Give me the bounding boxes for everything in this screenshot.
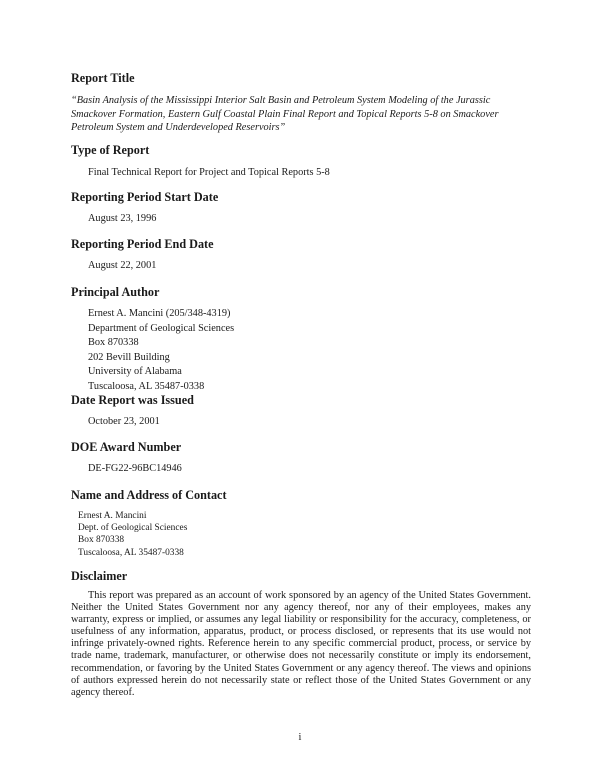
disclaimer-heading: Disclaimer: [71, 569, 128, 583]
author-line: Tuscaloosa, AL 35487-0338: [88, 380, 205, 392]
award-number-value: DE-FG22-96BC14946: [88, 463, 182, 474]
contact-line: Dept. of Geological Sciences: [78, 523, 188, 534]
date-issued-heading: Date Report was Issued: [71, 393, 194, 407]
contact-line: Tuscaloosa, AL 35487-0338: [78, 547, 184, 558]
contact-address: [78, 510, 187, 559]
start-date-heading: Reporting Period Start Date: [71, 190, 219, 204]
contact-line: Ernest A. Mancini: [78, 511, 147, 521]
author-line: 202 Bevill Building: [88, 351, 170, 363]
principal-author-heading: Principal Author: [71, 285, 160, 299]
start-date-value: August 23, 1996: [88, 213, 157, 224]
contact-heading: Name and Address of Contact: [71, 488, 227, 502]
author-line: Department of Geological Sciences: [88, 322, 235, 334]
report-title-heading: Report Title: [71, 71, 135, 85]
principal-author-address: [88, 307, 234, 395]
end-date-heading: Reporting Period End Date: [71, 237, 214, 251]
author-line: Ernest A. Mancini (205/348-4319): [88, 308, 231, 319]
type-of-report-heading: Type of Report: [71, 143, 150, 157]
report-title-text: “Basin Analysis of the Mississippi Interior Salt Basin and Petroleum System Modeling of the Jurassic Smackover Formation, Eastern Gulf Coastal Plain Final Report and Topical Reports 5-8 on Smackover Petroleum System and Underdeveloped Reservoirs”: [71, 95, 499, 134]
contact-line: Box 870338: [78, 535, 125, 546]
author-line: University of Alabama: [88, 366, 182, 378]
date-issued-value: October 23, 2001: [88, 416, 160, 427]
author-line: Box 870338: [88, 337, 139, 349]
award-number-heading: DOE Award Number: [71, 440, 182, 454]
disclaimer-text: This report was prepared as an account of work sponsored by an agency of the United States Government. Neither the United States Government nor any agency thereof, nor any of their employees, makes any warranty, express or implied, or assumes any legal liability or responsibility for the accuracy, completeness, or usefulness of any information, apparatus, product, or process disclosed, or represents that its use would not infringe privately-owned rights. Reference herein to any specific commercial product, process, or service by trade name, trademark, manufacturer, or otherwise does not necessarily constitute or imply its endorsement, recommendation, or favoring by the United States Government or any agency thereof. The views and opinions of authors expressed herein do not necessarily state or reflect those of the United States Government or any agency thereof.: [71, 590, 531, 698]
page-number: i: [298, 732, 302, 743]
type-of-report-value: Final Technical Report for Project and Topical Reports 5-8: [88, 167, 330, 178]
end-date-value: August 22, 2001: [88, 260, 157, 271]
